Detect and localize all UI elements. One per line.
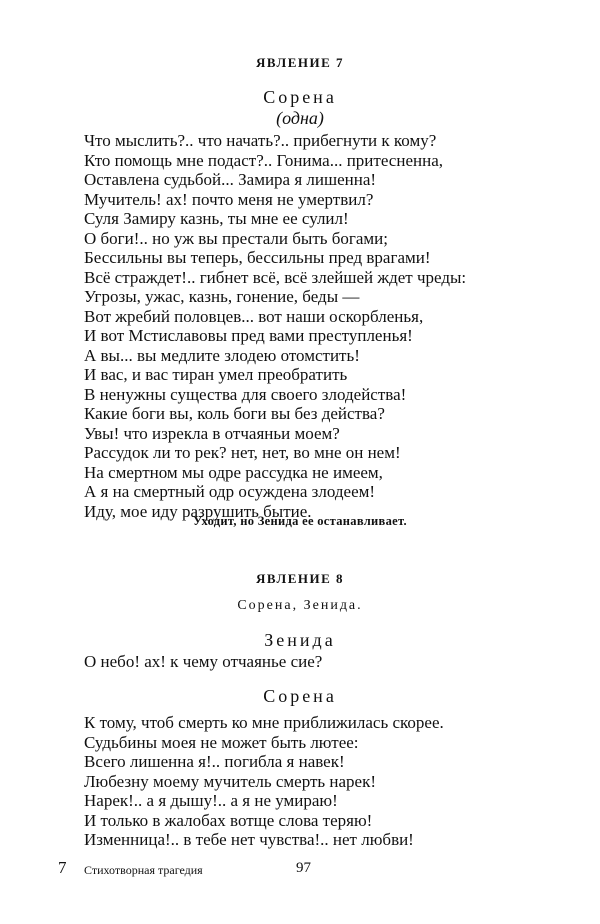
scene-8-speaker-zenida: Зенида: [264, 630, 336, 650]
verse-line: Угрозы, ужас, казнь, гонение, беды —: [84, 287, 360, 306]
verse-line: Иду, мое иду разрушить бытие.: [84, 501, 312, 521]
printer-signature: 7: [58, 858, 67, 877]
verse-line: Рассудок ли то рек? нет, нет, во мне он нем!: [84, 443, 401, 462]
scene-7-stage-direction: Уходит, но Зенида ее останавливает.: [193, 514, 407, 528]
scene-7-speaker: Сорена: [263, 87, 337, 107]
verse-line: Любезну моему мучитель смерть нарек!: [84, 771, 377, 791]
verse-line: Бессильны вы теперь, бессильны пред врагами!: [84, 248, 431, 267]
verse-line: И только в жалобах вотще слова теряю!: [84, 810, 373, 830]
verse-line: Нарек!.. а я дышу!.. а я не умираю!: [84, 791, 338, 810]
verse-line: К тому, чтоб смерть ко мне приближилась скорее.: [84, 713, 444, 732]
scene-7-verse: [84, 131, 584, 521]
verse-line: Изменница!.. в тебе нет чувства!.. нет любви!: [84, 830, 414, 849]
verse-line: Всё страждет!.. гибнет всё, всё злейшей ждет чреды:: [84, 267, 467, 287]
verse-line: И вас, и вас тиран умел преобратить: [84, 365, 348, 384]
scene-8-cast: Сорена, Зенида.: [237, 598, 363, 613]
verse-line: О боги!.. но уж вы престали быть богами;: [84, 228, 388, 248]
verse-line: Оставлена судьбой... Замира я лишенна!: [84, 170, 377, 189]
verse-line: Вот жребий половцев... вот наши оскорбленья,: [84, 306, 424, 326]
verse-line: Судьбины моея не может быть лютее:: [84, 732, 359, 752]
verse-line: Мучитель! ах! почто меня не умертвил?: [84, 189, 374, 209]
verse-line: Какие боги вы, коль боги вы без действа?: [84, 404, 385, 423]
scene-8-zenida-line: О небо! ах! к чему отчаянье сие?: [84, 652, 323, 671]
scene-8-verse: [84, 713, 584, 850]
scene-8-heading: ЯВЛЕНИЕ 8: [255, 571, 345, 586]
verse-line: Кто помощь мне подаст?.. Гонима... притесненна,: [84, 150, 443, 170]
verse-line: И вот Мстиславовы пред вами преступленья!: [84, 326, 413, 345]
scene-7-remark: (одна): [276, 108, 324, 128]
scene-8-speaker-sorena: Сорена: [263, 686, 337, 706]
verse-line: Суля Замиру казнь, ты мне ее сулил!: [84, 209, 349, 228]
verse-line: А вы... вы медлите злодею отомстить!: [84, 345, 360, 365]
verse-line: В ненужны существа для своего злодейства!: [84, 384, 407, 404]
verse-line: На смертном мы одре рассудка не имеем,: [84, 462, 383, 482]
footer-book-title: Стихотворная трагедия: [84, 863, 203, 877]
page-number: 97: [296, 860, 311, 876]
scene-7-heading: ЯВЛЕНИЕ 7: [255, 55, 345, 70]
verse-line: А я на смертный одр осуждена злодеем!: [84, 482, 376, 501]
verse-line: Что мыслить?.. что начать?.. прибегнути к кому?: [84, 131, 437, 150]
verse-line: Увы! что изрекла в отчаяньи моем?: [84, 423, 340, 443]
verse-line: Всего лишенна я!.. погибла я навек!: [84, 752, 345, 771]
